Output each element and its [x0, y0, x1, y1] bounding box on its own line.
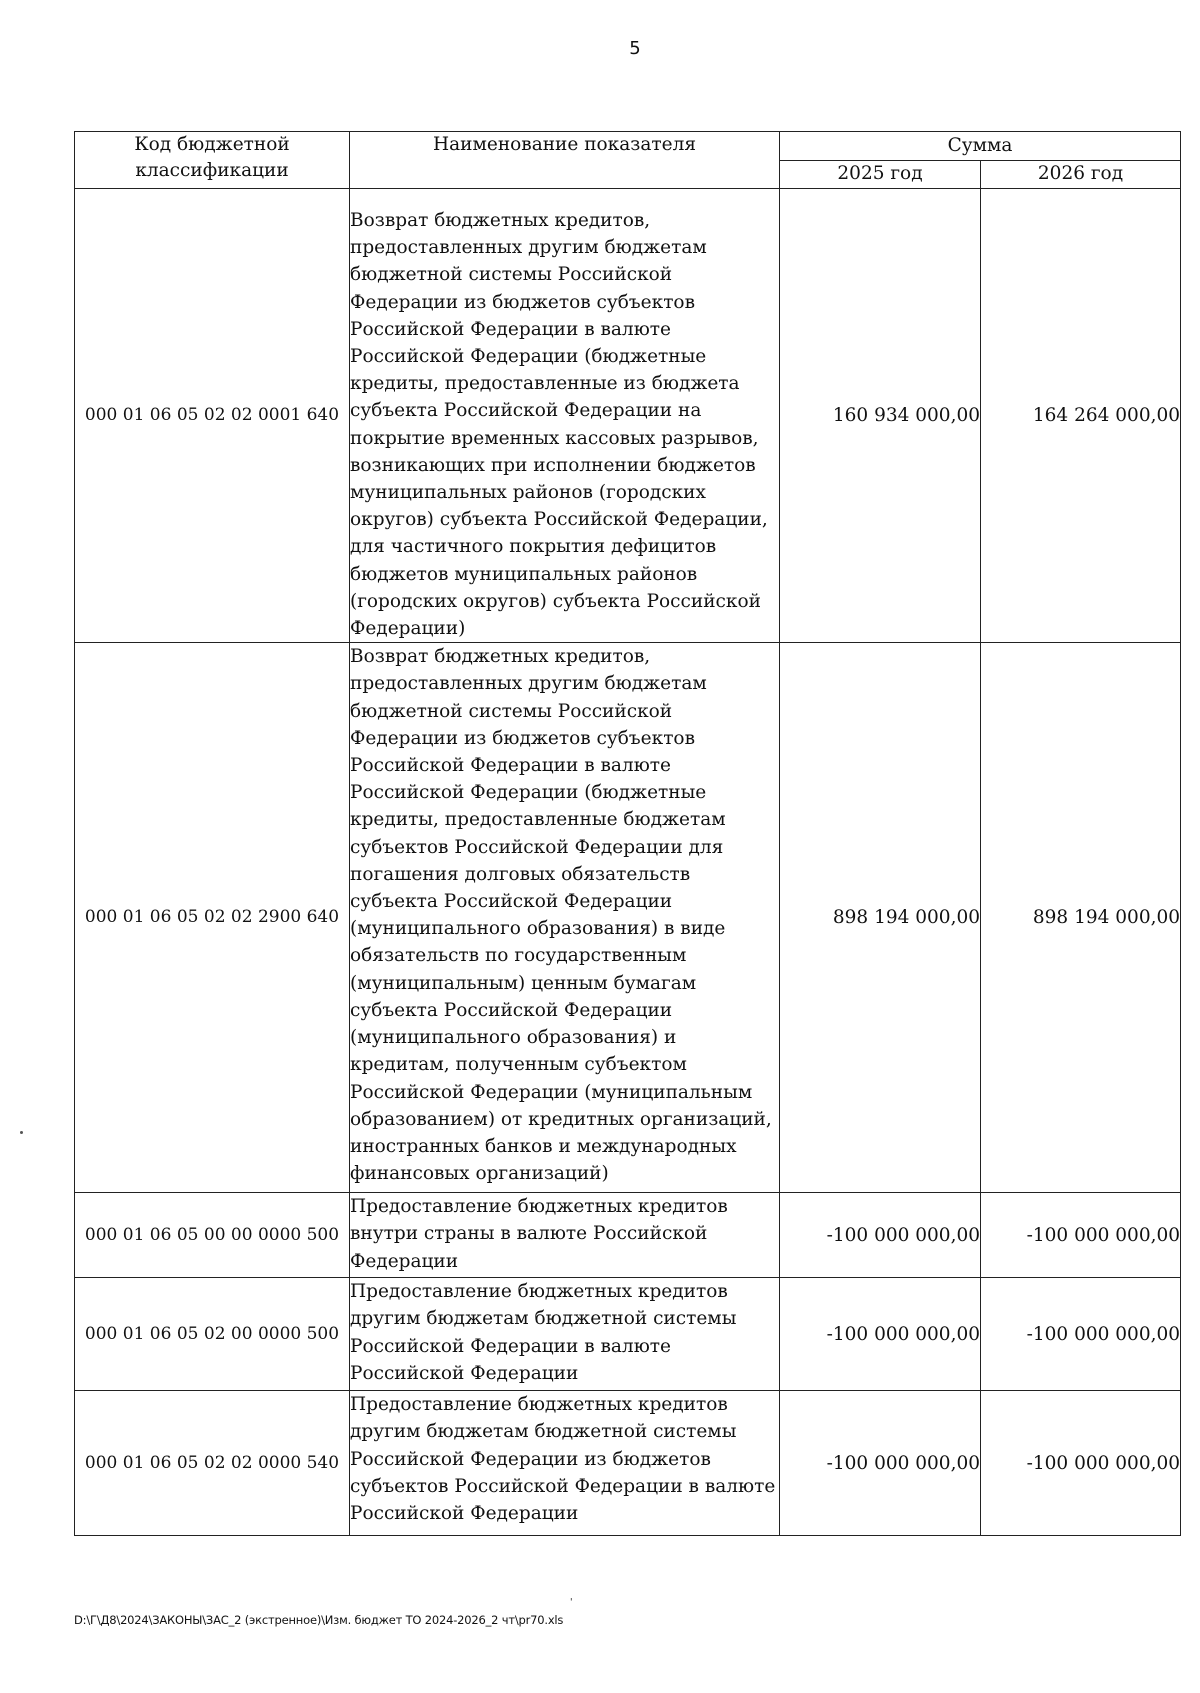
- header-year-2025-label: 2025 год: [837, 163, 923, 185]
- header-sum-label: Сумма: [947, 134, 1013, 156]
- row-name: Возврат бюджетных кредитов, предоставленных другим бюджетам бюджетной системы Российской Федерации из бюджетов субъектов Российской Федерации в валюте Российской Федерации (бюджетные кредиты, предоставленные из бюджета субъекта Российской Федерации на покрытие временных кассовых разрывов, возникающих при исполнении бюджетов муниципальных районов (городских округов) субъекта Российской Федерации, для частичного покрытия дефицитов бюджетов муниципальных районов (городских округов) субъекта Российской Федерации): [350, 189, 780, 643]
- margin-dot: [20, 1131, 23, 1134]
- row-amount-2026: 164 264 000,00: [981, 189, 1181, 643]
- header-year-2026-label: 2026 год: [1037, 163, 1124, 185]
- row-name: Предоставление бюджетных кредитов другим бюджетам бюджетной системы Российской Федерации в валюте Российской Федерации: [350, 1278, 780, 1391]
- table-row: [75, 189, 1181, 643]
- page-number: 5: [629, 38, 641, 59]
- row-code: 000 01 06 05 02 00 0000 500: [75, 1278, 350, 1391]
- row-amount-2026: -100 000 000,00: [981, 1278, 1181, 1391]
- header-code: [75, 132, 350, 189]
- row-amount-2026: 898 194 000,00: [981, 643, 1181, 1193]
- budget-table: [74, 131, 1181, 1536]
- row-amount-2026: -100 000 000,00: [981, 1193, 1181, 1278]
- header-name: [350, 132, 780, 189]
- row-code: 000 01 06 05 00 00 0000 500: [75, 1193, 350, 1278]
- row-amount-2025: -100 000 000,00: [780, 1391, 981, 1536]
- row-amount-2025: 160 934 000,00: [780, 189, 981, 643]
- row-code: 000 01 06 05 02 02 0001 640: [75, 189, 350, 643]
- row-amount-2025: -100 000 000,00: [780, 1278, 981, 1391]
- header-code-label: Код бюджетной классификации: [134, 134, 290, 181]
- header-year-2025: [780, 160, 981, 189]
- row-amount-2026: -100 000 000,00: [981, 1391, 1181, 1536]
- header-year-2026: [981, 160, 1181, 189]
- table-row: [75, 1278, 1181, 1391]
- table-row: [75, 643, 1181, 1193]
- row-code: 000 01 06 05 02 02 2900 640: [75, 643, 350, 1193]
- header-name-label: Наименование показателя: [432, 134, 697, 155]
- row-name: Возврат бюджетных кредитов, предоставленных другим бюджетам бюджетной системы Российской Федерации из бюджетов субъектов Российской Федерации в валюте Российской Федерации (бюджетные кредиты, предоставленные бюджетам субъектов Российской Федерации для погашения долговых обязательств субъекта Российской Федерации (муниципального образования) в виде обязательств по государственным (муниципальным) ценным бумагам субъекта Российской Федерации (муниципального образования) и кредитам, полученным субъектом Российской Федерации (муниципальным образованием) от кредитных организаций, иностранных банков и международных финансовых организаций): [350, 643, 780, 1193]
- row-name: Предоставление бюджетных кредитов другим бюджетам бюджетной системы Российской Федерации из бюджетов субъектов Российской Федерации в валюте Российской Федерации: [350, 1391, 780, 1536]
- row-name: Предоставление бюджетных кредитов внутри страны в валюте Российской Федерации: [350, 1193, 780, 1278]
- footer-mark: ': [570, 1598, 573, 1608]
- header-sum: [780, 132, 1181, 161]
- table-row: [75, 1193, 1181, 1278]
- row-code: 000 01 06 05 02 02 0000 540: [75, 1391, 350, 1536]
- table-row: [75, 1391, 1181, 1536]
- row-amount-2025: 898 194 000,00: [780, 643, 981, 1193]
- row-amount-2025: -100 000 000,00: [780, 1193, 981, 1278]
- footer-file-path: D:\Г\Д8\2024\ЗАКОНЫ\ЗАС_2 (экстренное)\Изм. бюджет ТО 2024-2026_2 чт\pr70.xls: [74, 1613, 564, 1627]
